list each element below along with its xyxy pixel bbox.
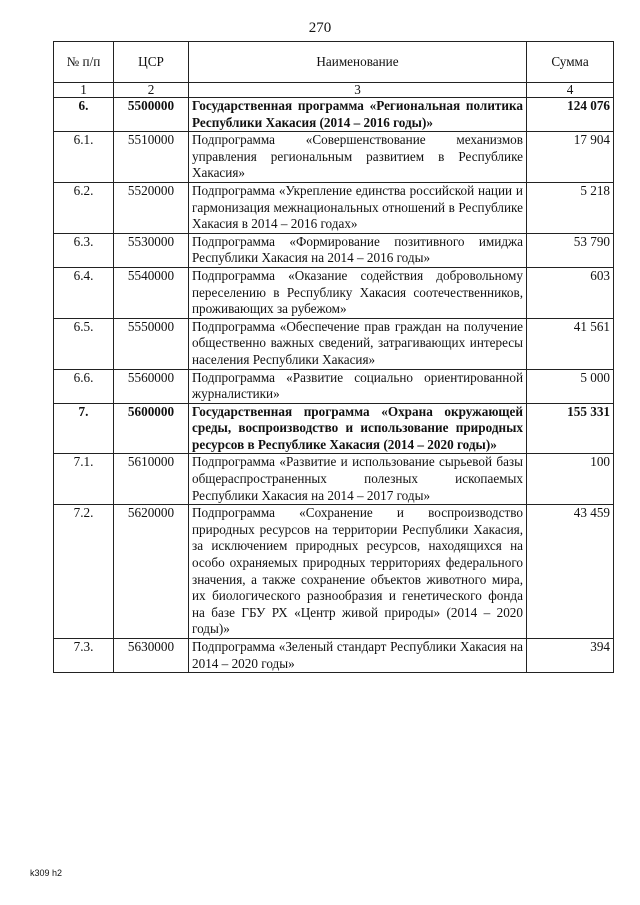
row-sum: 5 218 <box>527 182 614 233</box>
row-name: Подпрограмма «Обеспечение прав граждан на получение общественно важных сведений, затрагивающих интересы населения Республики Хакасия» <box>189 318 527 369</box>
row-name: Подпрограмма «Развитие и использование сырьевой базы общераспространенных полезных ископаемых Республики Хакасия на 2014 – 2017 годы» <box>189 454 527 505</box>
row-sum: 41 561 <box>527 318 614 369</box>
table-row <box>54 318 614 369</box>
column-index: 3 <box>189 83 527 98</box>
row-sum: 53 790 <box>527 233 614 267</box>
csr-code: 5610000 <box>114 454 189 505</box>
column-index-row <box>54 83 614 98</box>
table-row <box>54 403 614 454</box>
csr-code: 5560000 <box>114 369 189 403</box>
csr-code: 5600000 <box>114 403 189 454</box>
column-index: 1 <box>54 83 114 98</box>
row-sum: 394 <box>527 639 614 673</box>
row-name: Подпрограмма «Зеленый стандарт Республики Хакасия на 2014 – 2020 годы» <box>189 639 527 673</box>
csr-code: 5530000 <box>114 233 189 267</box>
header-csr: ЦСР <box>114 42 189 83</box>
csr-code: 5620000 <box>114 505 189 639</box>
row-name: Подпрограмма «Совершенствование механизмов управления региональным развитием в Республике Хакасия» <box>189 132 527 183</box>
row-sum: 603 <box>527 267 614 318</box>
row-number: 6.2. <box>54 182 114 233</box>
row-name: Государственная программа «Региональная политика Республики Хакасия (2014 – 2016 годы)» <box>189 98 527 132</box>
csr-code: 5630000 <box>114 639 189 673</box>
table-row <box>54 639 614 673</box>
table-row <box>54 233 614 267</box>
row-name: Подпрограмма «Развитие социально ориентированной журналистики» <box>189 369 527 403</box>
csr-code: 5550000 <box>114 318 189 369</box>
row-number: 7.2. <box>54 505 114 639</box>
row-number: 6.5. <box>54 318 114 369</box>
table-row <box>54 454 614 505</box>
row-sum: 17 904 <box>527 132 614 183</box>
row-name: Подпрограмма «Сохранение и воспроизводство природных ресурсов на территории Республики Хакасия, за исключением природных ресурсов, находящихся на особо охраняемых природных территориях федерального значения, а также сохранение объектов животного мира, их биологического разнообразия и генетического фонда на базе ГБУ РХ «Центр живой природы» (2014 – 2020 годы)» <box>189 505 527 639</box>
row-number: 6.6. <box>54 369 114 403</box>
csr-code: 5540000 <box>114 267 189 318</box>
table-body <box>54 98 614 673</box>
column-index: 2 <box>114 83 189 98</box>
csr-code: 5520000 <box>114 182 189 233</box>
column-index: 4 <box>527 83 614 98</box>
row-sum: 5 000 <box>527 369 614 403</box>
header-num: № п/п <box>54 42 114 83</box>
page-number: 270 <box>308 20 332 36</box>
row-number: 6.1. <box>54 132 114 183</box>
table-row <box>54 132 614 183</box>
table-row <box>54 182 614 233</box>
row-number: 6.4. <box>54 267 114 318</box>
row-sum: 43 459 <box>527 505 614 639</box>
table-row <box>54 369 614 403</box>
row-name: Подпрограмма «Оказание содействия добровольному переселению в Республику Хакасия соотечественников, проживающих за рубежом» <box>189 267 527 318</box>
table-row <box>54 98 614 132</box>
row-number: 6.3. <box>54 233 114 267</box>
row-sum: 100 <box>527 454 614 505</box>
csr-code: 5510000 <box>114 132 189 183</box>
row-number: 7.1. <box>54 454 114 505</box>
row-name: Подпрограмма «Укрепление единства российской нации и гармонизация межнациональных отношений в Республике Хакасия в 2014 – 2016 годах» <box>189 182 527 233</box>
row-number: 6. <box>54 98 114 132</box>
header-name: Наименование <box>189 42 527 83</box>
budget-table <box>53 41 614 673</box>
row-sum: 155 331 <box>527 403 614 454</box>
row-number: 7. <box>54 403 114 454</box>
row-name: Государственная программа «Охрана окружающей среды, воспроизводство и использование природных ресурсов в Республике Хакасия (2014 – 2020 годы)» <box>189 403 527 454</box>
row-sum: 124 076 <box>527 98 614 132</box>
header-row <box>54 42 614 83</box>
row-number: 7.3. <box>54 639 114 673</box>
csr-code: 5500000 <box>114 98 189 132</box>
table-row <box>54 505 614 639</box>
table-row <box>54 267 614 318</box>
row-name: Подпрограмма «Формирование позитивного имиджа Республики Хакасия на 2014 – 2016 годы» <box>189 233 527 267</box>
header-sum: Сумма <box>527 42 614 83</box>
footer-code: k309 h2 <box>30 868 63 878</box>
